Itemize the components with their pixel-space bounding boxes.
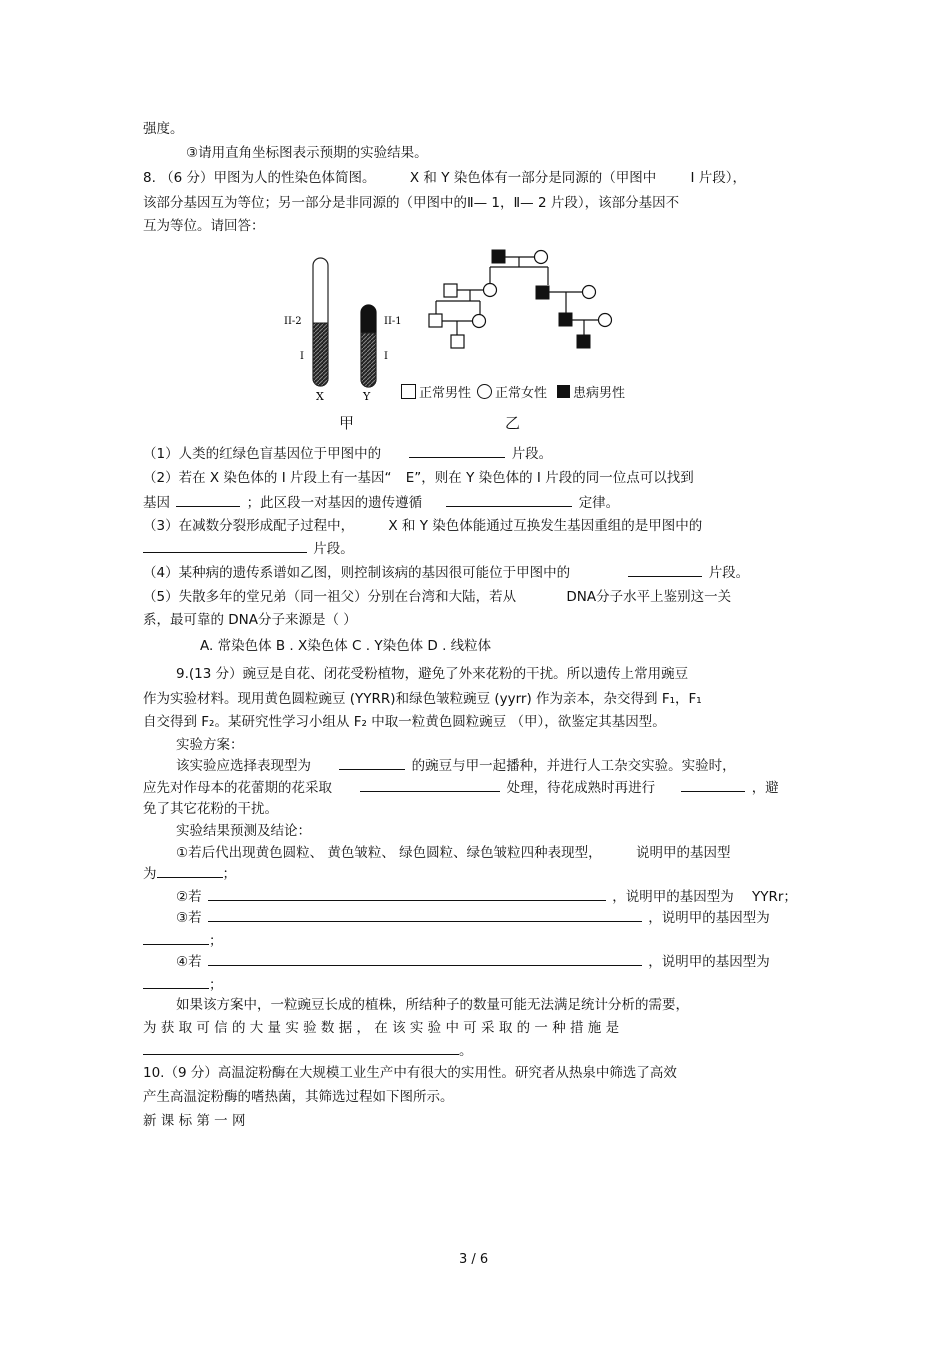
text-span: E”，则在 Y 染色体的 I 片段的同一位点可以找到 [405, 470, 694, 486]
question-8-4 [143, 562, 749, 583]
segment-label: I [384, 351, 388, 362]
text-line: 互为等位。请回答： [143, 218, 265, 234]
text-line: 如果该方案中，一粒豌豆长成的植株，所结种子的数量可能无法满足统计分析的需要， [176, 997, 689, 1013]
normal-female [484, 284, 497, 297]
text-line: ③请用直角坐标图表示预期的实验结果。 [186, 145, 428, 161]
text-line: 作为实验材料。现用黄色圆粒豌豆 (YYRR)和绿色皱粒豌豆 (yyrr) 作为亲本，杂交得到 F₁，F₁ [143, 691, 702, 707]
answer-blank[interactable] [208, 907, 642, 922]
text-span: （1）人类的红绿色盲基因位于甲图中的 [143, 446, 382, 462]
text-span: ； [209, 933, 223, 949]
text-span: 基因 [143, 495, 170, 511]
text-line: 实验方案： [176, 737, 244, 753]
text-line: 实验结果预测及结论： [176, 823, 311, 839]
text-span: 。 [459, 1043, 473, 1059]
text-span: （3）在减数分裂形成配子过程中， [143, 518, 355, 534]
pedigree-chart [420, 243, 630, 363]
question-8-2 [143, 468, 694, 488]
legend-label: 正常男性 [419, 386, 472, 401]
text-span: 的豌豆与甲一起播种，并进行人工杂交实验。实验时， [411, 758, 736, 774]
text-span: ，说明甲的基因型为 [612, 889, 734, 905]
answer-blank[interactable] [157, 863, 223, 878]
text-span: 8. （6 分）甲图为人的性染色体简图。 [143, 170, 376, 186]
text-span: （4）某种病的遗传系谱如乙图，则控制该病的基因很可能位于甲图中的 [143, 565, 571, 581]
text-span: DNA分子水平上鉴别这一关 [566, 589, 732, 605]
chromosome-label-y: Y [363, 390, 371, 403]
text-span: 定律。 [578, 495, 620, 511]
text-span: ，说明甲的基因型为 [648, 954, 770, 970]
affected-male [492, 250, 505, 263]
answer-blank[interactable] [208, 886, 606, 901]
text-span: ； [209, 977, 223, 993]
text-line [176, 886, 797, 907]
pedigree-legend [401, 382, 625, 401]
answer-blank[interactable] [143, 538, 307, 553]
text-span: （5）失散多年的堂兄弟（同一祖父）分别在台湾和大陆，若从 [143, 589, 517, 605]
answer-blank[interactable] [446, 492, 572, 507]
normal-female [473, 315, 486, 328]
question-10-title: 10.（9 分）高温淀粉酶在大规模工业生产中有很大的实用性。研究者从热泉中筛选了高效 [143, 1065, 677, 1081]
text-span: ； [222, 866, 236, 882]
text-line: 免了其它花粉的干扰。 [143, 801, 278, 817]
answer-blank[interactable] [360, 777, 500, 792]
text-line [143, 777, 779, 798]
x-chromosome [313, 258, 328, 386]
text-span: ；此区段一对基因的遗传遵循 [246, 495, 423, 511]
figure-label-jia: 甲 [339, 414, 355, 432]
text-span: YYRr； [752, 889, 797, 905]
legend-label: 正常女性 [495, 386, 548, 401]
text-line: 产生高温淀粉酶的嗜热菌，其筛选过程如下图所示。 [143, 1089, 454, 1105]
text-line: 为 获 取 可 信 的 大 量 实 验 数 据 ， 在 该 实 验 中 可 采 取 的 一 种 措 施 是 [143, 1020, 620, 1036]
text-line [143, 930, 223, 951]
text-line: 该部分基因互为等位；另一部分是非同源的（甲图中的Ⅱ— 1，Ⅱ— 2 片段），该部分基因不 [143, 195, 680, 211]
affected-male [559, 313, 572, 326]
affected-male [577, 335, 590, 348]
text-span: ③若 [176, 910, 202, 926]
text-span: 说明甲的基因型 [635, 845, 731, 861]
segment-label: II-2 [284, 316, 302, 327]
text-span: 处理，待花成熟时再进行 [506, 780, 656, 796]
normal-male [444, 284, 457, 297]
text-span: X 和 Y 染色体有一部分是同源的（甲图中 [409, 170, 657, 186]
text-line [143, 974, 223, 995]
text-line [176, 755, 736, 776]
text-span: 片段。 [313, 541, 354, 557]
text-line [176, 951, 770, 972]
answer-blank[interactable] [628, 562, 702, 577]
text-span: I 片段）， [690, 170, 747, 186]
text-line: 强度。 [143, 121, 184, 137]
question-9-title: 9.(13 分）豌豆是自花、闭花受粉植物，避免了外来花粉的干扰。所以遗传上常用豌豆 [176, 666, 689, 682]
page-number: 3 / 6 [459, 1252, 489, 1267]
answer-blank[interactable] [208, 951, 642, 966]
normal-male [429, 314, 442, 327]
answer-blank[interactable] [176, 492, 240, 507]
answer-blank[interactable] [143, 974, 209, 989]
answer-options: A. 常染色体 B . X染色体 C . Y染色体 D . 线粒体 [200, 638, 492, 654]
question-8-2-cont [143, 492, 619, 513]
legend-label: 患病男性 [573, 386, 626, 401]
question-8-title [143, 168, 746, 188]
text-span: 片段。 [708, 565, 750, 581]
question-8-3-cont [143, 538, 354, 559]
answer-blank[interactable] [409, 443, 505, 458]
text-span: ④若 [176, 954, 202, 970]
text-span: ②若 [176, 889, 202, 905]
normal-female [535, 251, 548, 264]
normal-female [599, 314, 612, 327]
y-chromosome [361, 305, 376, 387]
text-line [176, 843, 730, 863]
text-span: ，避 [751, 780, 779, 796]
normal-female [583, 286, 596, 299]
text-line [176, 907, 770, 928]
text-line: 自交得到 F₂。某研究性学习小组从 F₂ 中取一粒黄色圆粒豌豆 （甲），欲鉴定其基因型。 [143, 714, 666, 730]
segment-label: II-1 [384, 316, 402, 327]
normal-male [451, 335, 464, 348]
text-span: 为 [143, 866, 157, 882]
text-span: ，说明甲的基因型为 [648, 910, 770, 926]
text-span: X 和 Y 染色体能通过互换发生基因重组的是甲图中的 [388, 518, 703, 534]
text-span: 应先对作母本的花蕾期的花采取 [143, 780, 332, 796]
text-span: （2）若在 X 染色体的 I 片段上有一基因“ [143, 470, 392, 486]
text-span: ①若后代出现黄色圆粒、 黄色皱粒、 绿色圆粒、绿色皱粒四种表现型， [176, 845, 602, 861]
text-span: 片段。 [511, 446, 553, 462]
answer-blank[interactable] [143, 1040, 459, 1055]
answer-blank[interactable] [143, 930, 209, 945]
legend-filled-square-icon [557, 385, 570, 398]
answer-blank[interactable] [681, 777, 745, 792]
chromosome-figure [275, 248, 405, 423]
question-8-5 [143, 587, 731, 607]
text-line [143, 1040, 473, 1061]
question-8-1 [143, 443, 552, 464]
affected-male [536, 286, 549, 299]
text-line [143, 863, 236, 884]
segment-label: I [300, 351, 304, 362]
chromosome-label-x: X [316, 390, 324, 403]
question-8-3 [143, 516, 702, 536]
text-span: 该实验应选择表现型为 [176, 758, 311, 774]
legend-circle-icon [477, 384, 492, 399]
legend-square-icon [401, 384, 416, 399]
text-line: 系，最可靠的 DNA分子来源是（ ） [143, 612, 357, 628]
figure-label-yi: 乙 [505, 414, 521, 432]
site-watermark-text: 新 课 标 第 一 网 [143, 1113, 246, 1129]
answer-blank[interactable] [339, 755, 405, 770]
